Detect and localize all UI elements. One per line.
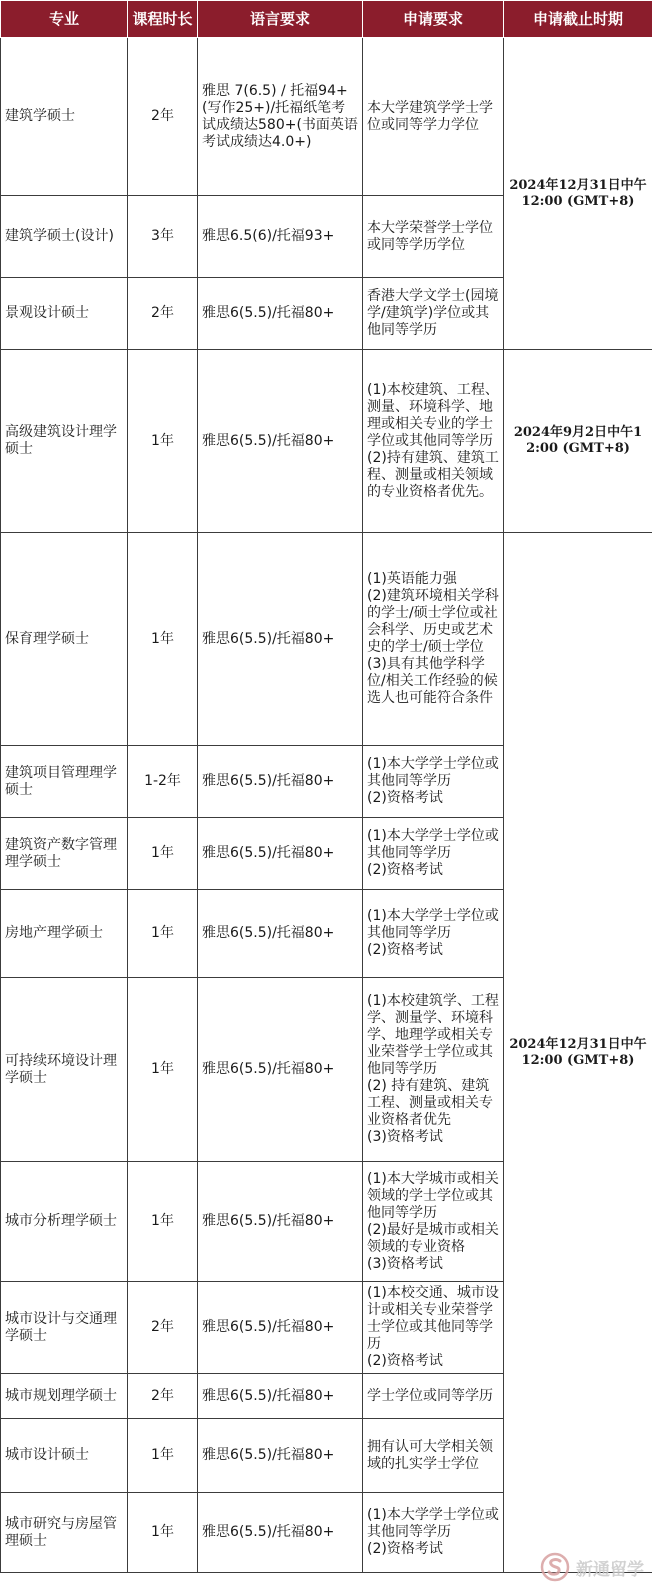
language-cell: 雅思6(5.5)/托福80+	[198, 278, 363, 350]
duration-cell: 2年	[128, 1374, 198, 1419]
deadline-cell: 2024年12月31日中午12:00 (GMT+8)	[504, 533, 652, 1573]
requirement-cell: (1)英语能力强 (2)建筑环境相关学科的学士/硕士学位或社会科学、历史或艺术史的学士/硕士学位 (3)具有其他学科学位/相关工作经验的候选人也可能符合条件	[363, 533, 504, 746]
major-cell: 城市设计硕士	[1, 1419, 128, 1493]
language-cell: 雅思6(5.5)/托福80+	[198, 746, 363, 818]
language-cell: 雅思6(5.5)/托福80+	[198, 1374, 363, 1419]
duration-cell: 1年	[128, 978, 198, 1162]
language-cell: 雅思6(5.5)/托福80+	[198, 1419, 363, 1493]
requirement-cell: 香港大学文学士(园境学/建筑学)学位或其他同等学历	[363, 278, 504, 350]
major-cell: 建筑学硕士	[1, 38, 128, 196]
duration-cell: 1年	[128, 1419, 198, 1493]
language-cell: 雅思6.5(6)/托福93+	[198, 196, 363, 278]
header-row	[1, 1, 652, 38]
duration-cell: 1年	[128, 890, 198, 978]
language-cell: 雅思6(5.5)/托福80+	[198, 533, 363, 746]
requirement-cell: 学士学位或同等学历	[363, 1374, 504, 1419]
major-cell: 保育理学硕士	[1, 533, 128, 746]
duration-cell: 2年	[128, 278, 198, 350]
language-cell: 雅思 7(6.5) / 托福94+(写作25+)/托福纸笔考试成绩达580+(书面英语考试成绩达4.0+)	[198, 38, 363, 196]
requirement-cell: 本大学建筑学学士学位或同等学力学位	[363, 38, 504, 196]
duration-cell: 2年	[128, 1282, 198, 1374]
header-major: 专业	[1, 1, 128, 38]
language-cell: 雅思6(5.5)/托福80+	[198, 890, 363, 978]
duration-cell: 3年	[128, 196, 198, 278]
requirement-cell: (1)本校建筑学、工程学、测量学、环境科学、地理学或相关专业荣誉学士学位或其他同等学历 (2) 持有建筑、建筑工程、测量或相关专业资格者优先 (3)资格考试	[363, 978, 504, 1162]
requirement-cell: (1)本大学学士学位或其他同等学历 (2)资格考试	[363, 818, 504, 890]
major-cell: 景观设计硕士	[1, 278, 128, 350]
requirement-cell: (1)本校交通、城市设计或相关专业荣誉学士学位或其他同等学历 (2)资格考试	[363, 1282, 504, 1374]
requirement-cell: (1)本大学学士学位或其他同等学历 (2)资格考试	[363, 746, 504, 818]
logo-mark-icon	[540, 1552, 570, 1582]
major-cell: 城市设计与交通理学硕士	[1, 1282, 128, 1374]
language-cell: 雅思6(5.5)/托福80+	[198, 1162, 363, 1282]
major-cell: 高级建筑设计理学硕士	[1, 350, 128, 533]
duration-cell: 1年	[128, 1493, 198, 1573]
major-cell: 城市分析理学硕士	[1, 1162, 128, 1282]
language-cell: 雅思6(5.5)/托福80+	[198, 1493, 363, 1573]
requirement-cell: (1)本大学学士学位或其他同等学历 (2)资格考试	[363, 1493, 504, 1573]
deadline-cell: 2024年12月31日中午12:00 (GMT+8)	[504, 38, 652, 350]
major-cell: 建筑项目管理理学硕士	[1, 746, 128, 818]
duration-cell: 1年	[128, 533, 198, 746]
requirement-cell: 本大学荣誉学士学位或同等学历学位	[363, 196, 504, 278]
requirement-cell: 拥有认可大学相关领域的扎实学士学位	[363, 1419, 504, 1493]
major-cell: 建筑学硕士(设计)	[1, 196, 128, 278]
duration-cell: 1-2年	[128, 746, 198, 818]
requirement-cell: (1)本校建筑、工程、测量、环境科学、地理或相关专业的学士学位或其他同等学历 (2)持有建筑、建筑工程、测量或相关领域的专业资格者优先。	[363, 350, 504, 533]
duration-cell: 2年	[128, 38, 198, 196]
major-cell: 可持续环境设计理学硕士	[1, 978, 128, 1162]
duration-cell: 1年	[128, 350, 198, 533]
duration-cell: 1年	[128, 1162, 198, 1282]
language-cell: 雅思6(5.5)/托福80+	[198, 978, 363, 1162]
logo-text: 新通留学	[576, 1559, 644, 1580]
major-cell: 房地产理学硕士	[1, 890, 128, 978]
language-cell: 雅思6(5.5)/托福80+	[198, 818, 363, 890]
header-duration: 课程时长	[128, 1, 198, 38]
major-cell: 城市规划理学硕士	[1, 1374, 128, 1419]
deadline-cell: 2024年9月2日中午12:00 (GMT+8)	[504, 350, 652, 533]
duration-cell: 1年	[128, 818, 198, 890]
header-deadline: 申请截止时期	[504, 1, 652, 38]
language-cell: 雅思6(5.5)/托福80+	[198, 1282, 363, 1374]
requirement-cell: (1)本大学城市或相关领域的学士学位或其他同等学历 (2)最好是城市或相关领域的专业资格 (3)资格考试	[363, 1162, 504, 1282]
table-row	[1, 38, 652, 196]
header-requirement: 申请要求	[363, 1, 504, 38]
watermark-logo	[540, 1552, 644, 1582]
table-row	[1, 533, 652, 746]
table-row	[1, 350, 652, 533]
language-cell: 雅思6(5.5)/托福80+	[198, 350, 363, 533]
major-cell: 建筑资产数字管理理学硕士	[1, 818, 128, 890]
major-cell: 城市研究与房屋管理硕士	[1, 1493, 128, 1573]
requirement-cell: (1)本大学学士学位或其他同等学历 (2)资格考试	[363, 890, 504, 978]
header-language: 语言要求	[198, 1, 363, 38]
